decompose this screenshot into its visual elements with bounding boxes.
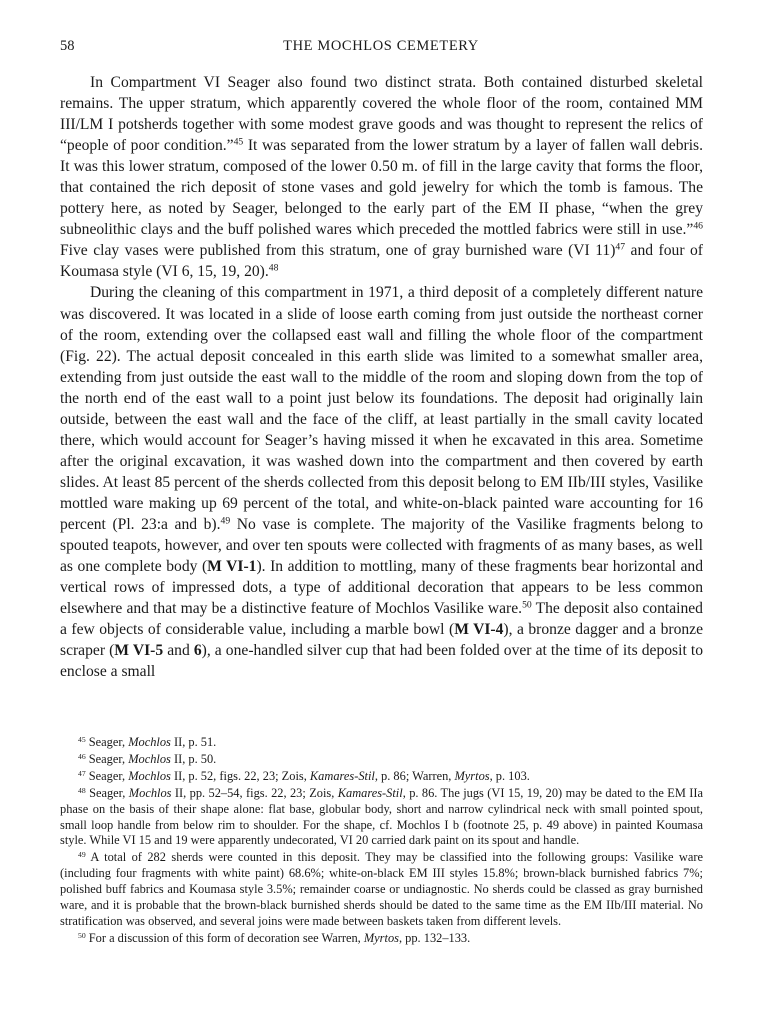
page-number: 58	[60, 38, 75, 54]
footnote-ref: 48	[268, 263, 279, 275]
running-title: THE MOCHLOS CEMETERY	[283, 38, 479, 54]
footnote-ref: 46	[693, 221, 703, 233]
text-run: For a discussion of this form of decoration see Warren,	[85, 930, 364, 945]
text-run: II, p. 51.	[170, 735, 217, 749]
footnote	[60, 752, 703, 768]
italic-title: Myrtos	[363, 930, 399, 945]
text-run: Seager,	[85, 785, 129, 800]
footnote-ref: 49	[78, 850, 86, 860]
italic-title: Mochlos	[128, 768, 171, 783]
footnote	[60, 769, 703, 785]
italic-title: Kamares-Stil	[337, 785, 403, 800]
footnote-ref: 49	[220, 515, 231, 527]
text-run: Seager,	[85, 768, 129, 783]
text-run: It was separated from the lower stratum by a layer of fallen wall debris. It was this lower stratum, composed of the lower 0.50 m. of fill in the large cavity that forms the floor, that contained the rich deposit of stone vases and gold jewelry for which the tomb is famous. The pottery here, as noted by Seager, belonged to the early part of the EM II phase, “when the grey subneolithic clays and the buff polished wares which preceded the mottled fabrics were still in use.”	[60, 137, 703, 239]
catalog-ref: M VI-5	[114, 642, 164, 660]
page-header	[60, 38, 702, 60]
text-run: ). In addition to mottling, many of these fragments bear horizontal and vertical rows of impressed dots, a type of additional decoration that appears to be less common elsewhere and that may be a distinctive feature of Mochlos Vasilike ware.	[60, 558, 703, 618]
italic-title: Kamares-Stil	[309, 768, 375, 783]
footnote-ref: 50	[78, 930, 86, 940]
text-run: II, p. 52, figs. 22, 23; Zois,	[170, 768, 310, 783]
footnote-ref: 47	[78, 768, 86, 778]
footnote-ref: 50	[522, 599, 532, 611]
text-run: ), a bronze dagger and a bronze scraper (	[60, 621, 704, 660]
text-run: and	[163, 642, 194, 660]
text-run: Seager,	[85, 751, 129, 766]
footnote	[60, 735, 703, 751]
paragraph	[60, 72, 703, 282]
italic-title: Myrtos	[454, 768, 490, 783]
paragraph	[60, 282, 703, 682]
italic-title: Mochlos	[128, 751, 171, 766]
catalog-ref: 6	[193, 642, 202, 660]
text-run: II, pp. 52–54, figs. 22, 23; Zois,	[171, 785, 338, 800]
footnote	[60, 931, 703, 947]
text-run: In Compartment VI Seager also found two distinct strata. Both contained disturbed skeletal remains. The upper stratum, which apparently covered the whole floor of the room, contained MM III/LM I potsherds together with some modest grave goods and was thought to represent the relics of “people of poor condition.”	[60, 74, 703, 155]
text-run: A total of 282 sherds were counted in this deposit. They may be classified into the following groups: Vasilike ware (including four fragments with white paint) 68.6%; white-on-black EM III styles 15.8%; brown-black burnished fabrics 7%; polished buff fabrics and Koumasa style 3.5%; remainder coarse or undiagnostic. No sherds could be classed as gray burnished ware, and it is probable that the brown-black burnished sherds should be dated to the same time as the EM IIb/III material. No stratification was observed, and several joins were made between baskets taken from different levels.	[60, 850, 703, 928]
footnote-ref: 45	[78, 734, 86, 744]
text-run: , p. 103.	[489, 768, 530, 783]
italic-title: Mochlos	[128, 735, 171, 749]
text-run: During the cleaning of this compartment in 1971, a third deposit of a completely different nature was discovered. It was located in a slide of loose earth coming from just outside the northeast corner of the room, extending over the collapsed east wall and filling the whole floor of the compartment (Fig. 22). The actual deposit concealed in this earth slide was limited to a somewhat smaller area, extending from just outside the east wall to the middle of the room and sloping down from the top of the north end of the east wall to a point just below its foundations. The deposit had originally lain outside, between the east wall and the face of the cliff, at least partially in the small cavity located there, which would account for Seager’s having missed it when he excavated in this area. Sometime after the original excavation, it was washed down into the compartment and then covered by earth slides. At least 85 percent of the sherds collected from this deposit belong to EM IIb/III styles, Vasilike mottled ware making up 69 percent of the total, and white-on-black painted ware accounting for 16 percent (Pl. 23:a and b).	[60, 284, 703, 533]
text-run: II, p. 50.	[170, 751, 217, 766]
body-text	[60, 72, 703, 682]
text-run: No vase is complete. The majority of the Vasilike fragments belong to spouted teapots, however, and over ten spouts were collected with fragments of as many bases, as well as one complete body (	[60, 515, 703, 576]
catalog-ref: M VI-4	[454, 621, 504, 639]
text-run: ), a one-handled silver cup that had been folded over at the time of its deposit to enclose a small	[60, 642, 704, 681]
text-run: The deposit also contained a few objects of considerable value, including a marble bowl (	[60, 600, 703, 639]
text-run: and four of Koumasa style (VI 6, 15, 19, 20).	[60, 242, 703, 281]
footnotes	[60, 735, 703, 947]
text-run: , p. 86. The jugs (VI 15, 19, 20) may be dated to the EM IIa phase on the basis of their shape alone: flat base, globular body, short and narrow cylindrical neck with small pointed spout, small loop handle from below rim to shoulder. For the shape, cf. Mochlos I b (footnote 25, p. 49 above) in painted Koumasa style. While VI 15 and 19 were apparently undecorated, VI 20 carried dark paint on its spout and handle.	[60, 785, 703, 848]
text-run: , pp. 132–133.	[398, 930, 471, 945]
footnote-ref: 46	[78, 751, 86, 761]
footnote	[60, 850, 703, 929]
catalog-ref: M VI-1	[207, 558, 257, 576]
text-run: Seager,	[85, 735, 129, 749]
italic-title: Mochlos	[128, 785, 172, 800]
footnote	[60, 786, 703, 849]
text-run: , p. 86; Warren,	[374, 768, 455, 783]
footnote-ref: 47	[615, 242, 626, 254]
footnote-ref: 45	[233, 136, 244, 148]
footnote-ref: 48	[78, 785, 86, 795]
text-run: Five clay vases were published from this stratum, one of gray burnished ware (VI 11)	[60, 242, 616, 260]
